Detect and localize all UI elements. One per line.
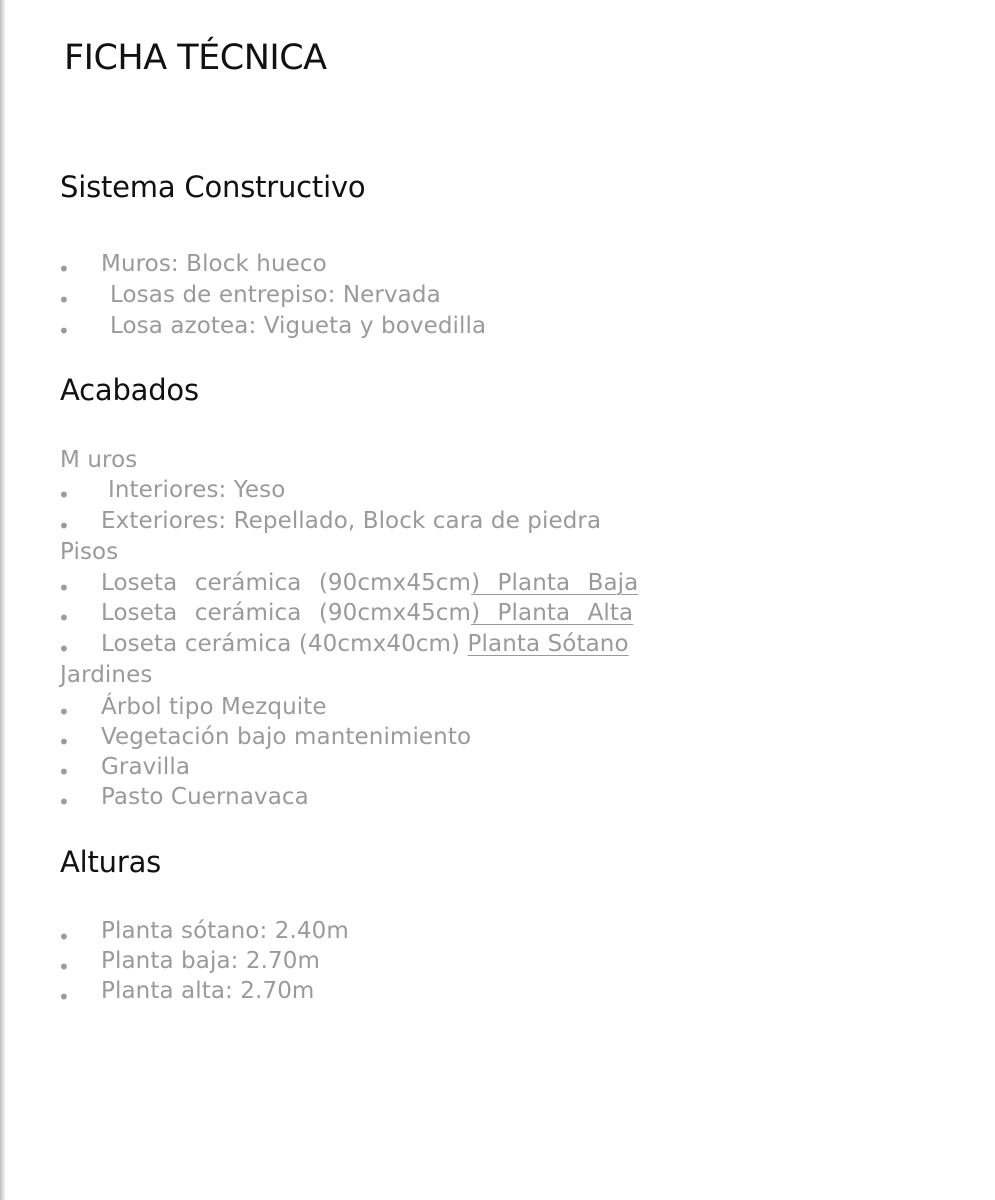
page-left-edge-shadow [0,0,6,1200]
bullet: • [58,730,70,754]
heading-acabados: Acabados [60,373,199,407]
subheading-muros: M uros [60,447,138,473]
subheading-jardines: Jardines [60,662,153,688]
bullet: • [58,606,70,630]
list-item-gravilla: Gravilla [101,754,191,780]
list-item-planta-sotano: Planta sótano: 2.40m [101,918,349,944]
list-item-loseta-planta-alta [101,600,633,626]
list-item-loseta-planta-sotano [101,631,629,657]
subheading-pisos: Pisos [60,539,119,565]
bullet: • [58,955,70,979]
bullet: • [58,700,70,724]
list-item-loseta-planta-baja [101,570,638,596]
bullet: • [58,985,70,1009]
item-link-planta-sotano: Planta Sótano [467,631,629,657]
bullet: • [58,576,70,600]
list-item-muros: Muros: Block hueco [101,251,327,277]
list-item-planta-baja: Planta baja: 2.70m [101,948,321,974]
list-item-pasto-cuernavaca: Pasto Cuernavaca [101,784,309,810]
list-item-losas-entrepiso: Losas de entrepiso: Nervada [110,282,441,308]
bullet: • [58,637,70,661]
bullet: • [58,483,70,507]
item-link-planta-alta: ) Planta Alta [471,600,634,626]
list-item-vegetacion: Vegetación bajo mantenimiento [101,724,472,750]
list-item-interiores: Interiores: Yeso [108,477,286,503]
bullet: • [58,790,70,814]
heading-sistema-constructivo: Sistema Constructivo [60,170,366,204]
bullet: • [58,257,70,281]
item-text: Loseta cerámica (40cmx40cm) [101,631,468,657]
list-item-arbol-mezquite: Árbol tipo Mezquite [101,694,327,720]
item-link-planta-baja: ) Planta Baja [471,570,639,596]
bullet: • [58,319,70,343]
page-title: FICHA TÉCNICA [64,38,327,78]
item-text: Loseta cerámica (90cmx45cm [101,570,472,596]
list-item-losa-azotea: Losa azotea: Vigueta y bovedilla [110,313,487,339]
bullet: • [58,514,70,538]
list-item-exteriores: Exteriores: Repellado, Block cara de piedra [101,508,602,534]
bullet: • [58,760,70,784]
bullet: • [58,288,70,312]
item-text: Loseta cerámica (90cmx45cm [101,600,472,626]
bullet: • [58,925,70,949]
list-item-planta-alta: Planta alta: 2.70m [101,978,315,1004]
heading-alturas: Alturas [60,845,162,879]
